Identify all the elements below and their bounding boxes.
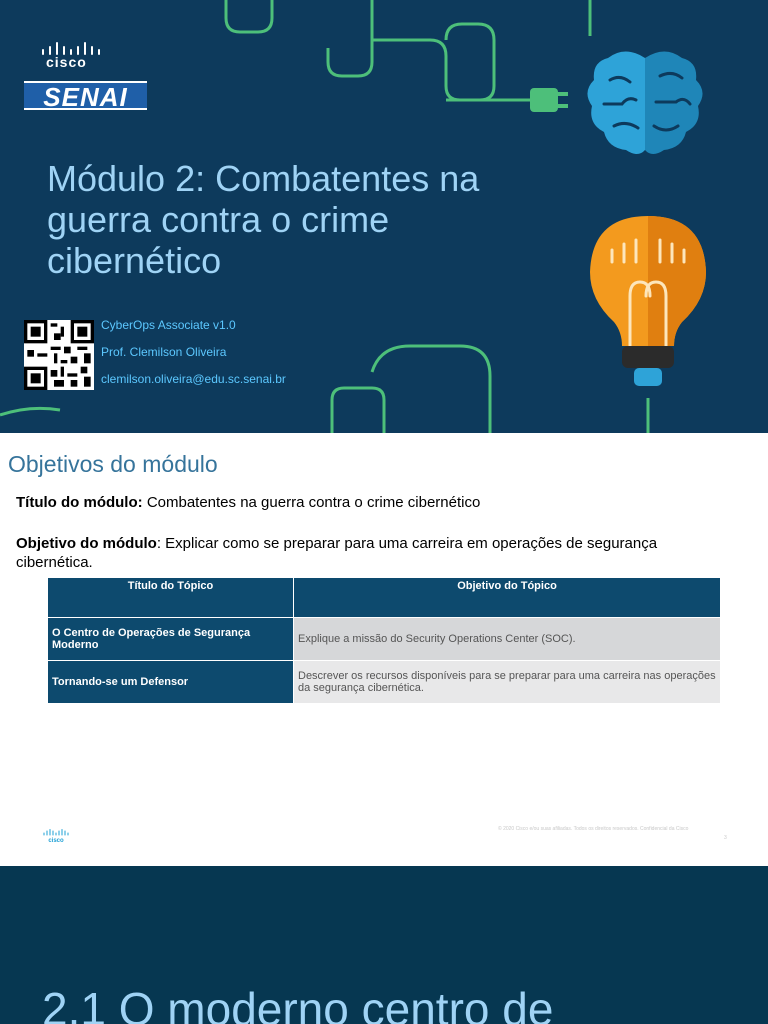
section-title: 2.1 O moderno centro de: [42, 983, 554, 1024]
page-number: 3: [724, 835, 727, 841]
course-name: CyberOps Associate v1.0: [101, 318, 236, 332]
objective-cell: Descrever os recursos disponíveis para se preparar para uma carreira nas operações da segurança cibernética.: [294, 661, 721, 704]
table-header-topic: Título do Tópico: [48, 578, 294, 618]
plug-icon: [530, 88, 568, 112]
footer-copyright: © 2020 Cisco e/ou suas afiliadas. Todos os direitos reservados. Confidencial da Cisco: [498, 826, 689, 832]
table-header-row: [48, 578, 721, 618]
topic-cell: Tornando-se um Defensor: [48, 661, 294, 704]
module-title-label: Título do módulo:: [16, 494, 143, 511]
module-objective-value: : Explicar como se preparar para uma carreira em operações de segurança cibernética.: [16, 535, 658, 571]
objective-cell: Explique a missão do Security Operations Center (SOC).: [294, 618, 721, 661]
senai-logo: SENAI: [24, 81, 147, 110]
module-objective-line: [16, 534, 716, 572]
module-title-line: [16, 493, 716, 512]
section-slide: [0, 866, 768, 1024]
table-row: [48, 661, 721, 704]
professor-email[interactable]: clemilson.oliveira@edu.sc.senai.br: [101, 372, 286, 386]
objectives-heading: Objetivos do módulo: [8, 451, 218, 477]
topic-cell: O Centro de Operações de Segurança Moderno: [48, 618, 294, 661]
module-title-value: Combatentes na guerra contra o crime cibernético: [146, 494, 481, 511]
module-objective-label: Objetivo do módulo: [16, 535, 157, 552]
objectives-slide: [0, 433, 768, 866]
lightbulb-icon: [590, 216, 706, 386]
footer-cisco-logo-icon: [42, 829, 72, 845]
brain-icon: [587, 52, 702, 155]
table-header-objective: Objetivo do Tópico: [294, 578, 721, 618]
qr-code-icon: [24, 320, 94, 390]
module-title: Módulo 2: Combatentes na guerra contra o crime cibernético: [47, 158, 480, 281]
title-slide: [0, 0, 768, 433]
table-row: [48, 618, 721, 661]
professor-name: Prof. Clemilson Oliveira: [101, 345, 227, 359]
svg-text:cisco: cisco: [48, 838, 64, 844]
topics-table: [47, 577, 721, 704]
cisco-wordmark: cisco: [46, 54, 87, 70]
